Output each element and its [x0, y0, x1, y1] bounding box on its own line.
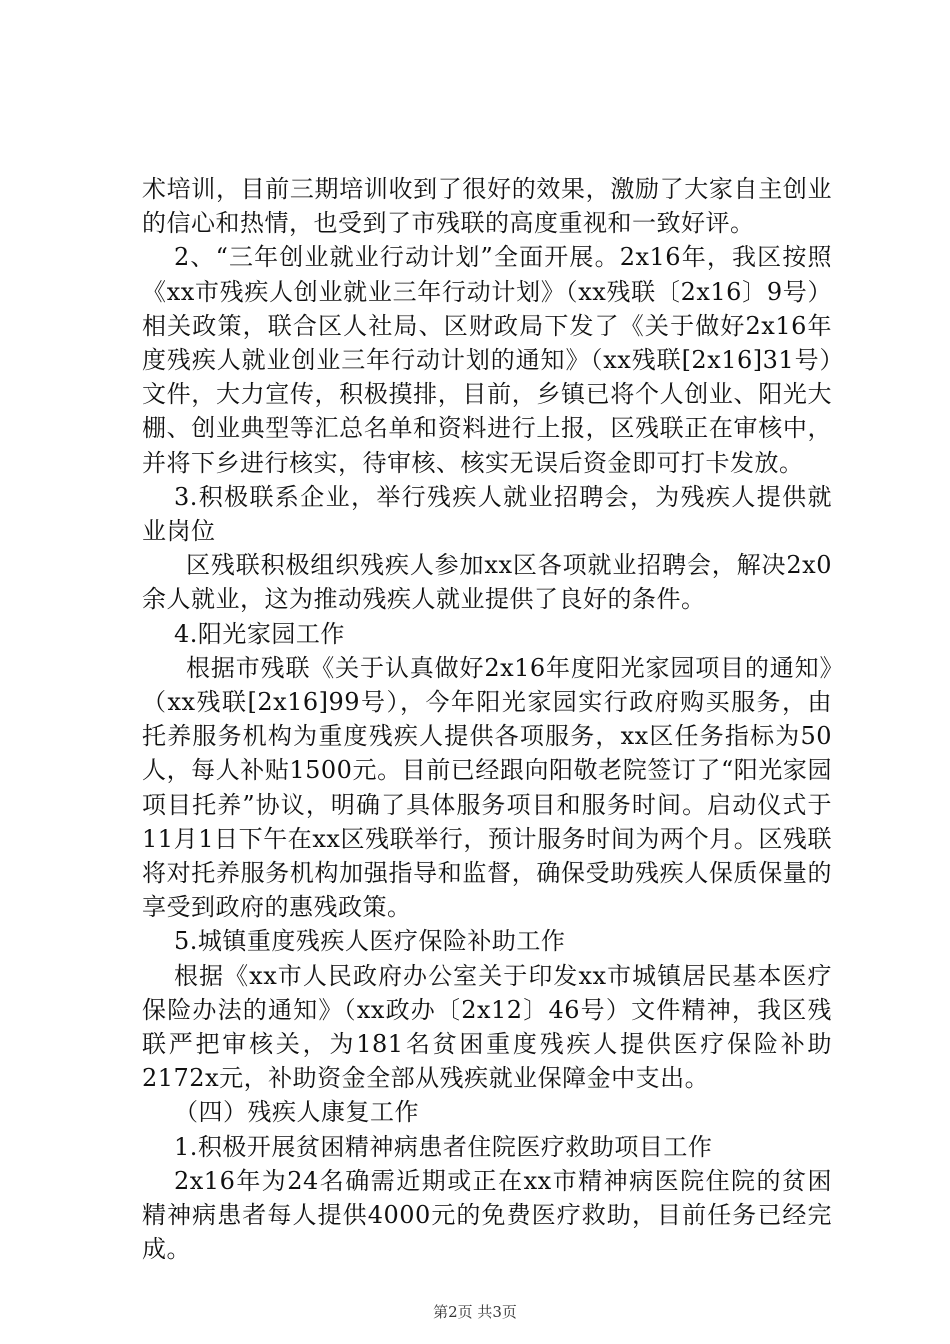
section-heading-rehabilitation: （四）残疾人康复工作 — [174, 1098, 419, 1127]
paragraph-job-fair: 区残联积极组织残疾人参加xx区各项就业招聘会，解决2x0余人就业，这为推动残疾人就业提供了良好的条件。 — [142, 551, 832, 614]
paragraph-training-results: 术培训，目前三期培训收到了很好的效果，激励了大家自主创业的信心和热情，也受到了市残联的高度重视和一致好评。 — [142, 175, 832, 238]
paragraph-medical-insurance: 根据《xx市人民政府办公室关于印发xx市城镇居民基本医疗保险办法的通知》（xx政办〔2x12〕46号）文件精神，我区残联严把审核关，为181名贫困重度残疾人提供医疗保险补助2172x元，补助资金全部从残疾就业保障金中支出。 — [142, 961, 832, 1093]
page-footer — [0, 1301, 950, 1322]
heading-job-fair: 3.积极联系企业，举行残疾人就业招聘会，为残疾人提供就业岗位 — [142, 482, 832, 546]
page-number-label: 第2页 共3页 — [433, 1303, 517, 1321]
heading-sunshine-home: 4.阳光家园工作 — [174, 619, 345, 648]
paragraph-sunshine-home: 根据市残联《关于认真做好2x16年度阳光家园项目的通知》（xx残联[2x16]99号），今年阳光家园实行政府购买服务，由托养服务机构为重度残疾人提供各项服务，xx区任务指标为50人，每人补贴1500元。目前已经跟向阳敬老院签订了“阳光家园项目托养”协议，明确了具体服务项目和服务时间。启动仪式于11月1日下午在xx区残联举行，预计服务时间为两个月。区残联将对托养服务机构加强指导和监督，确保受助残疾人保质保量的享受到政府的惠残政策。 — [142, 653, 832, 922]
heading-medical-insurance: 5.城镇重度残疾人医疗保险补助工作 — [174, 927, 566, 956]
document-body — [142, 172, 832, 1267]
paragraph-psychiatric-aid: 2x16年为24名确需近期或正在xx市精神病医院住院的贫困精神病患者每人提供4000元的免费医疗救助，目前任务已经完成。 — [142, 1166, 832, 1264]
paragraph-three-year-plan: 2、“三年创业就业行动计划”全面开展。2x16年，我区按照《xx市残疾人创业就业三年行动计划》（xx残联〔2x16〕9号）相关政策，联合区人社局、区财政局下发了《关于做好2x16年度残疾人就业创业三年行动计划的通知》（xx残联[2x16]31号）文件，大力宣传，积极摸排，目前，乡镇已将个人创业、阳光大棚、创业典型等汇总名单和资料进行上报，区残联正在审核中，并将下乡进行核实，待审核、核实无误后资金即可打卡发放。 — [142, 243, 832, 477]
heading-psychiatric-aid: 1.积极开展贫困精神病患者住院医疗救助项目工作 — [174, 1132, 713, 1161]
